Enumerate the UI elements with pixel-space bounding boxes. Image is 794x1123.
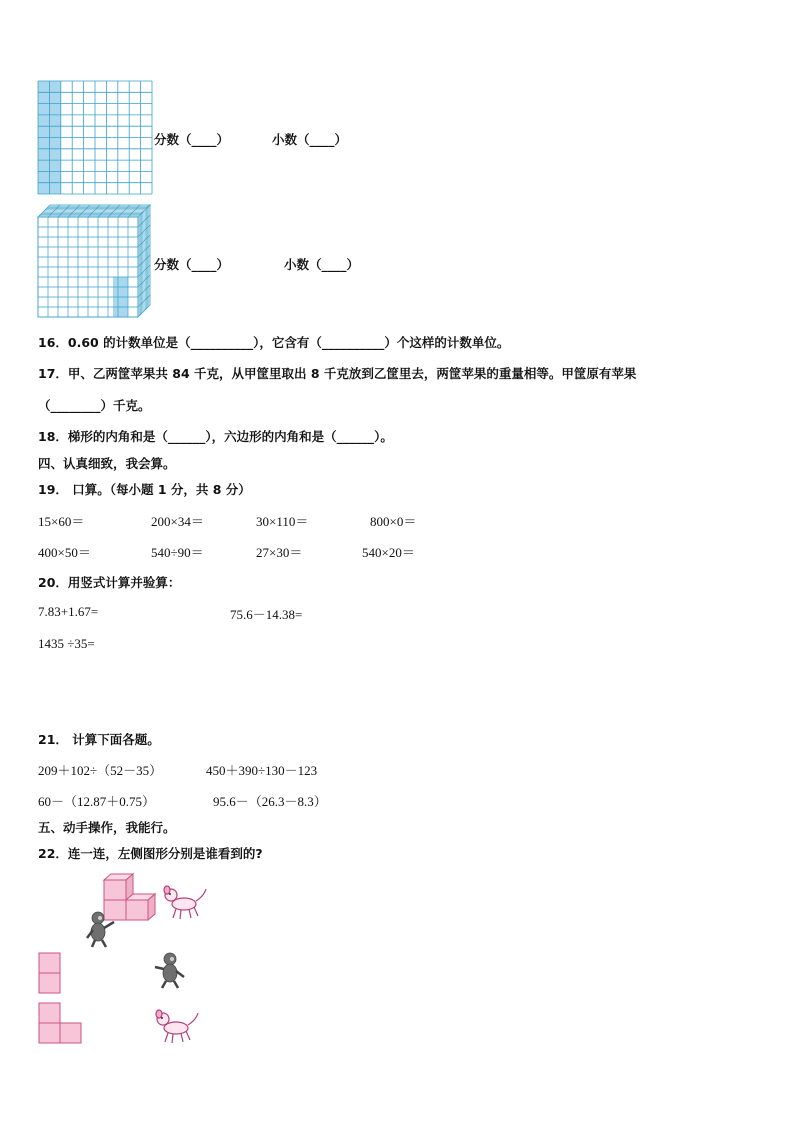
expression-item: 450＋390÷130－123 — [206, 763, 318, 778]
question-20-title: 20．用竖式计算并验算： — [38, 575, 181, 590]
question-16: 16．0.60 的计数单位是（__________），它含有（__________）个这样的计数单位。 — [38, 335, 510, 350]
oral-calc-item: 27×30＝ — [256, 545, 303, 560]
monkey-icon — [152, 951, 188, 989]
question-19-title: 19． 口算。（每小题 1 分，共 8 分） — [38, 482, 251, 497]
dog-icon — [160, 884, 208, 922]
oral-calc-item: 30×110＝ — [256, 514, 309, 529]
dog-icon — [152, 1008, 200, 1046]
grid-decimal-label: 小数（____） — [272, 132, 348, 147]
vertical-calc-item: 1435 ÷35= — [38, 636, 95, 651]
thousand-cube-figure — [38, 205, 153, 320]
oral-calc-item: 540÷90＝ — [151, 545, 204, 560]
cube-decimal-label: 小数（____） — [284, 257, 360, 272]
expression-item: 95.6－（26.3－8.3） — [213, 794, 327, 809]
expression-item: 60－（12.87＋0.75） — [38, 794, 156, 809]
vertical-calc-item: 75.6－14.38= — [230, 607, 303, 622]
view-shape-l-shape — [38, 1002, 84, 1046]
oral-calc-item: 15×60＝ — [38, 514, 85, 529]
oral-calc-item: 800×0＝ — [370, 514, 417, 529]
section-4-heading: 四、认真细致，我会算。 — [38, 456, 176, 471]
question-22-title: 22．连一连，左侧图形分别是谁看到的? — [38, 846, 263, 861]
question-18: 18．梯形的内角和是（______），六边形的内角和是（______）。 — [38, 429, 393, 444]
cube-fraction-label: 分数（____） — [154, 257, 230, 272]
grid-fraction-label: 分数（____） — [154, 132, 230, 147]
question-21-title: 21． 计算下面各题。 — [38, 732, 160, 747]
section-5-heading: 五、动手操作，我能行。 — [38, 820, 176, 835]
monkey-icon — [84, 910, 118, 948]
hundred-grid-figure — [38, 81, 153, 195]
oral-calc-item: 540×20＝ — [362, 545, 415, 560]
question-17-line1: 17．甲、乙两筐苹果共 84 千克，从甲筐里取出 8 千克放到乙筐里去，两筐苹果的重量相等。甲筐原有苹果 — [38, 366, 637, 381]
expression-item: 209＋102÷（52－35） — [38, 763, 163, 778]
oral-calc-item: 400×50＝ — [38, 545, 91, 560]
question-17-line2: （________）千克。 — [38, 398, 151, 413]
vertical-calc-item: 7.83+1.67= — [38, 604, 99, 619]
view-shape-vertical-two — [38, 952, 62, 996]
oral-calc-item: 200×34＝ — [151, 514, 204, 529]
